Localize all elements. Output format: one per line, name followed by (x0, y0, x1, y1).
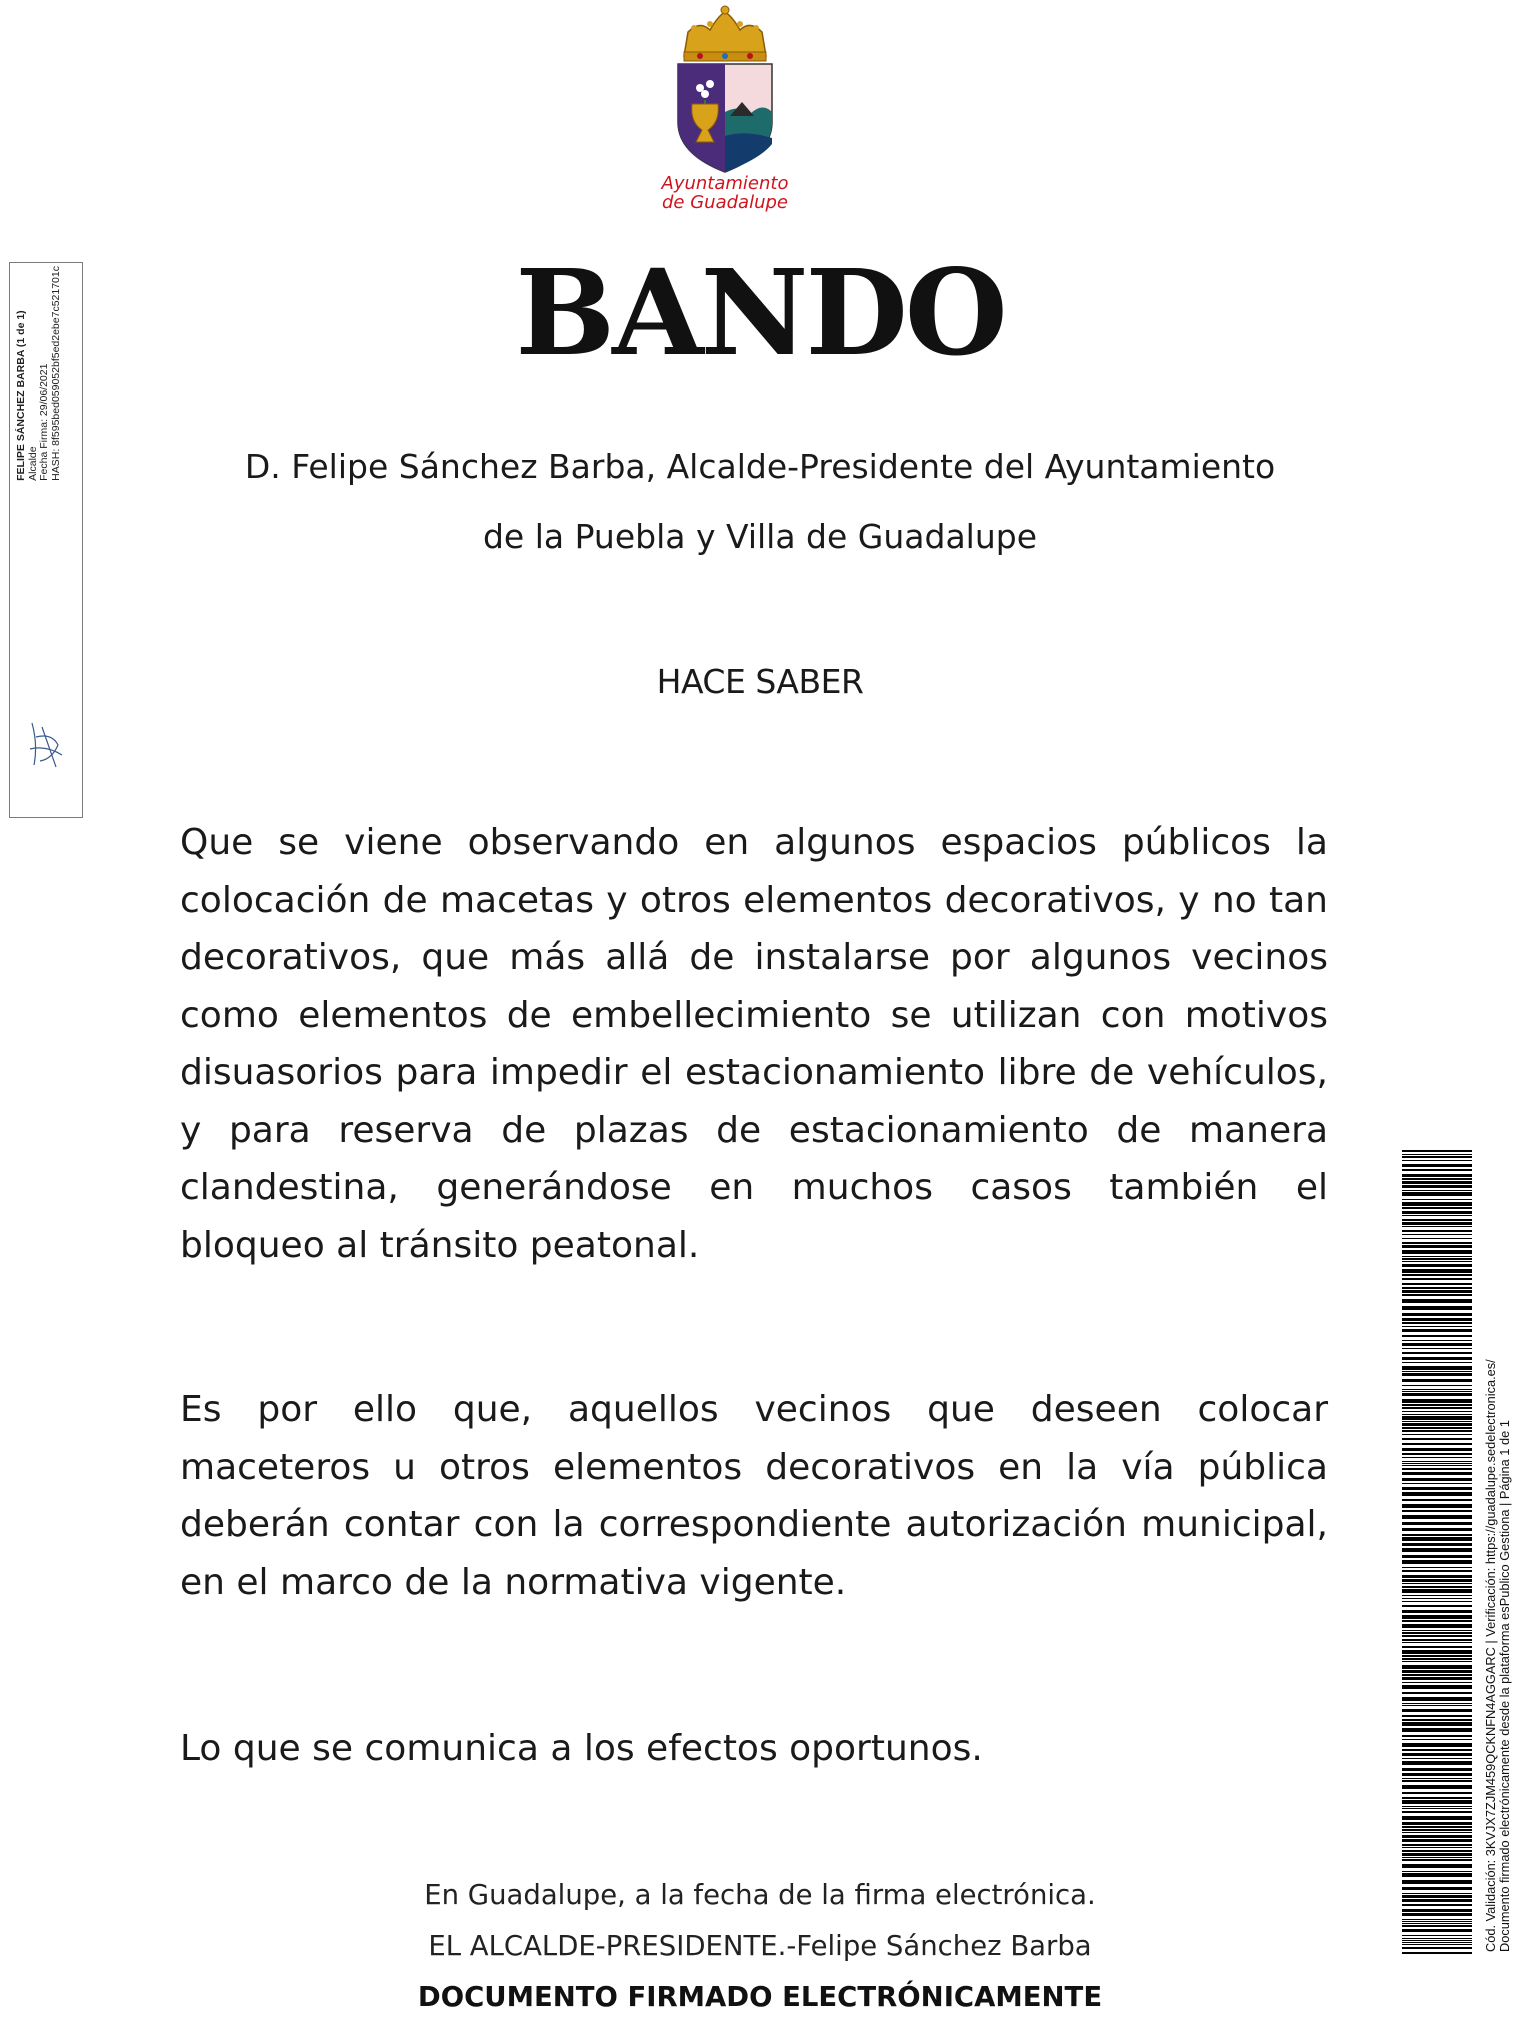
closing-block (300, 1870, 1220, 2023)
subtitle-line2: de la Puebla y Villa de Guadalupe (482, 517, 1038, 556)
closing-place-date: En Guadalupe, a la fecha de la firma electrónica. (424, 1879, 1096, 1911)
organization-name (610, 174, 840, 212)
paragraph-line: Lo que se comunica a los efectos oportunos. (180, 1728, 983, 1769)
subtitle-line1: D. Felipe Sánchez Barba, Alcalde-Presidente del Ayuntamiento (244, 447, 1276, 486)
paragraph-line: y para reserva de plazas de estacionamiento de manera (180, 1109, 1328, 1151)
paragraph-line: como elementos de embellecimiento se utilizan con motivos (180, 994, 1328, 1036)
signature-hash: HASH: 8f595bed059052bf5ed2ebe7c521701c (49, 266, 62, 481)
shield-icon (678, 64, 772, 172)
validation-code-line: Cód. Validación: 3KVJX7ZJM459QCKNFN4AGGARC | Verificación: https://guadalupe.sedelectronica.es/ (1483, 1359, 1498, 1952)
paragraph-line: bloqueo al tránsito peatonal. (180, 1224, 700, 1266)
validation-platform-line: Documento firmado electrónicamente desde la plataforma esPublico Gestiona | Página 1 de 1 (1497, 1420, 1512, 1952)
hace-saber-heading: HACE SABER (656, 662, 864, 701)
paragraph-line: Es por ello que, aquellos vecinos que deseen colocar (180, 1389, 1328, 1430)
paragraph-line: colocación de macetas y otros elementos decorativos, y no tan (180, 879, 1328, 921)
org-name-line2: de Guadalupe (662, 192, 788, 213)
signer-name: FELIPE SÁNCHEZ BARBA (1 de 1) (15, 310, 27, 481)
crown-icon (684, 6, 766, 61)
barcode-icon (1402, 1150, 1472, 1956)
signer-role: Alcalde (26, 446, 39, 481)
closing-signer: EL ALCALDE-PRESIDENTE.-Felipe Sánchez Barba (428, 1930, 1092, 1962)
paragraph-3 (180, 1720, 1328, 1778)
paragraph-line: en el marco de la normativa vigente. (180, 1561, 847, 1603)
paragraph-line: clandestina, generándose en muchos casos también el (180, 1167, 1328, 1208)
document-subtitle (190, 432, 1330, 572)
paragraph-line: Que se viene observando en algunos espacios públicos la (180, 822, 1328, 863)
document-title: BANDO (515, 243, 1005, 382)
paragraph-1 (180, 814, 1328, 1274)
paragraph-2 (180, 1381, 1328, 1611)
coat-of-arms-logo (670, 4, 780, 182)
handwritten-signature-icon (22, 715, 72, 775)
paragraph-line: disuasorios para impedir el estacionamiento libre de vehículos, (180, 1052, 1328, 1093)
paragraph-line: deberán contar con la correspondiente autorización municipal, (180, 1504, 1328, 1545)
paragraph-line: maceteros u otros elementos decorativos en la vía pública (180, 1446, 1328, 1488)
org-name-line1: Ayuntamiento (661, 173, 789, 194)
paragraph-line: decorativos, que más allá de instalarse por algunos vecinos (180, 937, 1328, 978)
signature-date: Fecha Firma: 29/06/2021 (38, 363, 50, 481)
electronic-signature-notice: DOCUMENTO FIRMADO ELECTRÓNICAMENTE (417, 1981, 1103, 2013)
